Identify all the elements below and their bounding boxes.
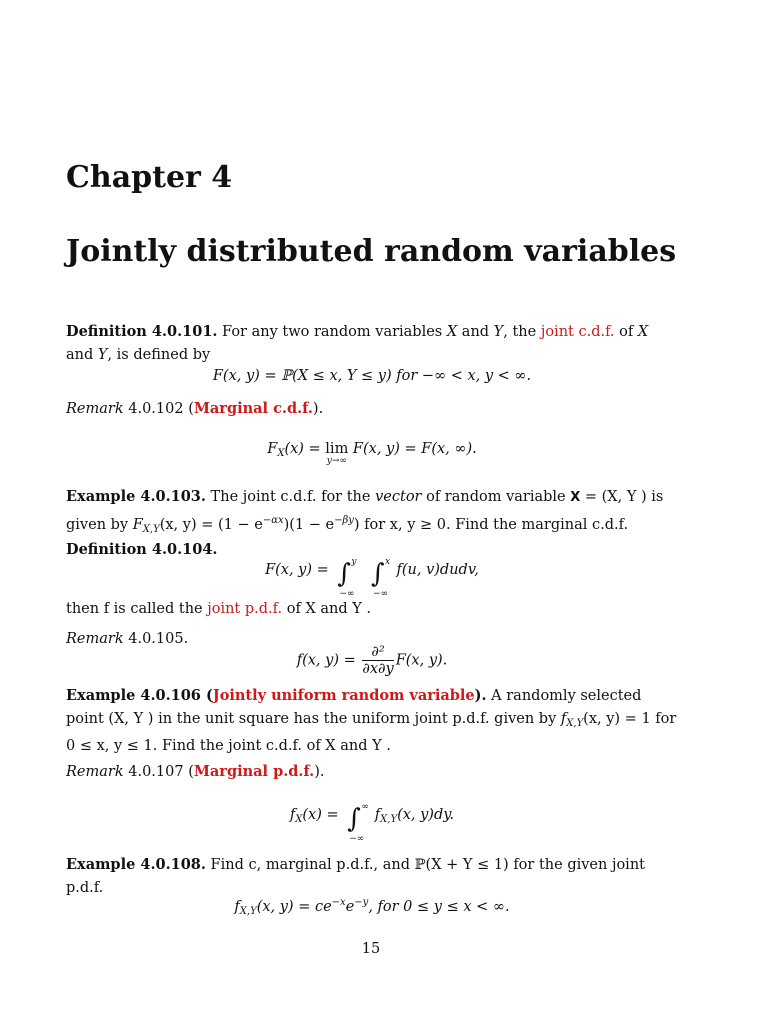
definition-label: Definition 4.0.101. bbox=[66, 323, 218, 340]
equation-pdf-derivative: f(x, y) = $\frac{\text{∂²}}{\partial x\partial y}$ F(x, y). bbox=[296, 644, 448, 677]
remark-4-0-105: Remark 4.0.105. bbox=[66, 631, 189, 647]
example-4-0-103: Example 4.0.103. The joint c.d.f. for the vector of random variable X = (X, Y ) is given by $F_{X,Y}(x$, $y) = (1 - e^{-\alpha x})(1 - e^{-\beta y})$ for x, y ≥ 0. Find the marginal c.d.f. bbox=[66, 488, 664, 535]
equation-example-pdf: $f_{X,Y}(x$, $y) = ce^{-x}e^{-y}$, for 0 ≤ y ≤ x < ∞. bbox=[234, 897, 510, 917]
remark-4-0-107: Remark 4.0.107 (Marginal p.d.f.). bbox=[66, 763, 325, 780]
remark-4-0-102: Remark 4.0.102 (Marginal c.d.f.). bbox=[66, 400, 324, 417]
definition-4-0-101: Definition 4.0.101. For any two random variables X and Y, the joint c.d.f. of X and Y, is defined by bbox=[66, 323, 649, 363]
chapter-title: Jointly distributed random variables bbox=[66, 234, 677, 269]
remark-label: Remark bbox=[66, 764, 124, 780]
page-number: 15 bbox=[361, 941, 381, 957]
example-4-0-106: Example 4.0.106 (Jointly uniform random variable). A randomly selected point (X, Y ) in the unit square has the uniform joint p.d.f. given by $f_{X,Y}(x$, y) = 1 for 0 ≤ x, y ≤ 1. Find the joint c.d.f. of X and Y . bbox=[66, 687, 677, 754]
equation-marginal-cdf: $F_X(x) = \lim$ y→∞ F(x, y) = F(x, ∞). bbox=[267, 441, 477, 466]
joint-pdf-sentence: then f is called the joint p.d.f. of X and Y . bbox=[66, 601, 372, 617]
remark-label: Remark bbox=[66, 401, 124, 417]
example-label: Example 4.0.106 bbox=[66, 687, 201, 704]
equation-joint-pdf: F(x, y) = ∫ y −∞ ∫ x −∞ f(u, v)dudv, bbox=[265, 557, 479, 599]
term-jointly-uniform[interactable]: Jointly uniform random variable bbox=[212, 687, 475, 704]
term-marginal-pdf[interactable]: Marginal p.d.f. bbox=[193, 763, 315, 780]
example-label: Example 4.0.108. bbox=[66, 856, 206, 873]
equation-marginal-pdf: $f_X(x)$ = ∫ ∞ −∞ $f_{X,Y}(x$, y)dy. bbox=[289, 802, 455, 844]
equation-joint-cdf: F(x, y) = ℙ(X ≤ x, Y ≤ y) for −∞ < x, y < ∞. bbox=[212, 368, 532, 384]
remark-label: Remark bbox=[66, 631, 124, 647]
chapter-heading: Chapter 4 bbox=[66, 160, 233, 195]
definition-label: Definition 4.0.104. bbox=[66, 541, 218, 558]
example-label: Example 4.0.103. bbox=[66, 488, 206, 505]
term-joint-cdf[interactable]: joint c.d.f. bbox=[540, 324, 615, 340]
term-marginal-cdf[interactable]: Marginal c.d.f. bbox=[193, 400, 313, 417]
term-joint-pdf[interactable]: joint p.d.f. bbox=[207, 601, 283, 617]
example-4-0-108: Example 4.0.108. Find c, marginal p.d.f., and ℙ(X + Y ≤ 1) for the given joint p.d.f. bbox=[66, 856, 645, 896]
